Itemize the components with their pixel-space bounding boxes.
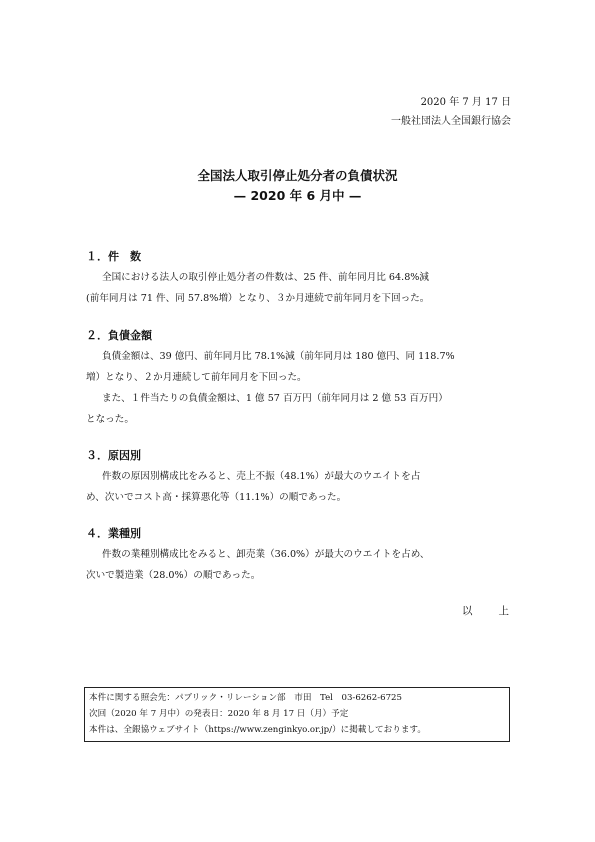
issue-date: 2020 年 7 月 17 日 — [420, 97, 511, 108]
section-number: ２． — [86, 329, 108, 342]
contact-info-box — [84, 687, 510, 742]
section-line: 全国における法人の取引停止処分者の件数は、25 件、前年同月比 64.8%減 — [102, 272, 430, 283]
section-heading-text: 業種別 — [108, 527, 141, 540]
section-line: (前年同月は 71 件、同 57.8%増）となり、３か月連続で前年同月を下回った。 — [86, 293, 430, 304]
section-heading-cause — [86, 447, 141, 463]
section-number: ４． — [86, 527, 108, 540]
next-release-line: 次回（2020 年 7 月中）の発表日：2020 年 8 月 17 日（月）予定 — [89, 709, 349, 719]
organization-name: 一般社団法人全国銀行協会 — [391, 116, 511, 127]
section-heading-text: 負債金額 — [108, 329, 152, 342]
section-line: 次いで製造業（28.0%）の順であった。 — [86, 570, 261, 581]
section-number: ３． — [86, 449, 108, 462]
closing-mark: 以上 — [462, 605, 535, 617]
document-subtitle: — 2020 年 6 月中 — — [233, 188, 362, 203]
section-heading-text: 原因別 — [108, 449, 141, 462]
section-line: 負債金額は、39 億円、前年同月比 78.1%減（前年同月は 180 億円、同 118.7% — [102, 351, 455, 362]
section-heading-count — [86, 248, 141, 264]
section-heading-amount — [86, 327, 152, 343]
section-heading-industry — [86, 525, 141, 541]
section-line: 件数の業種別構成比をみると、卸売業（36.0%）が最大のウエイトを占め、 — [102, 549, 430, 560]
section-line: となった。 — [86, 414, 134, 425]
section-line: また、１件当たりの負債金額は、1 億 57 百万円（前年同月は 2 億 53 百万円） — [102, 393, 448, 404]
section-line: め、次いでコスト高・採算悪化等（11.1%）の順であった。 — [86, 492, 347, 503]
section-heading-text: 件 数 — [108, 250, 141, 263]
document-title: 全国法人取引停止処分者の負債状況 — [197, 168, 398, 183]
section-number: １． — [86, 250, 108, 263]
contact-line: 本件に関する照会先：パブリック・リレーション部 市田 Tel 03-6262-6725 — [89, 693, 402, 703]
section-line: 増）となり、２か月連続して前年同月を下回った。 — [86, 372, 307, 383]
section-line: 件数の原因別構成比をみると、売上不振（48.1%）が最大のウエイトを占 — [102, 471, 421, 482]
website-line: 本件は、全銀協ウェブサイト（https://www.zenginkyo.or.jp/）に掲載しております。 — [89, 725, 426, 735]
